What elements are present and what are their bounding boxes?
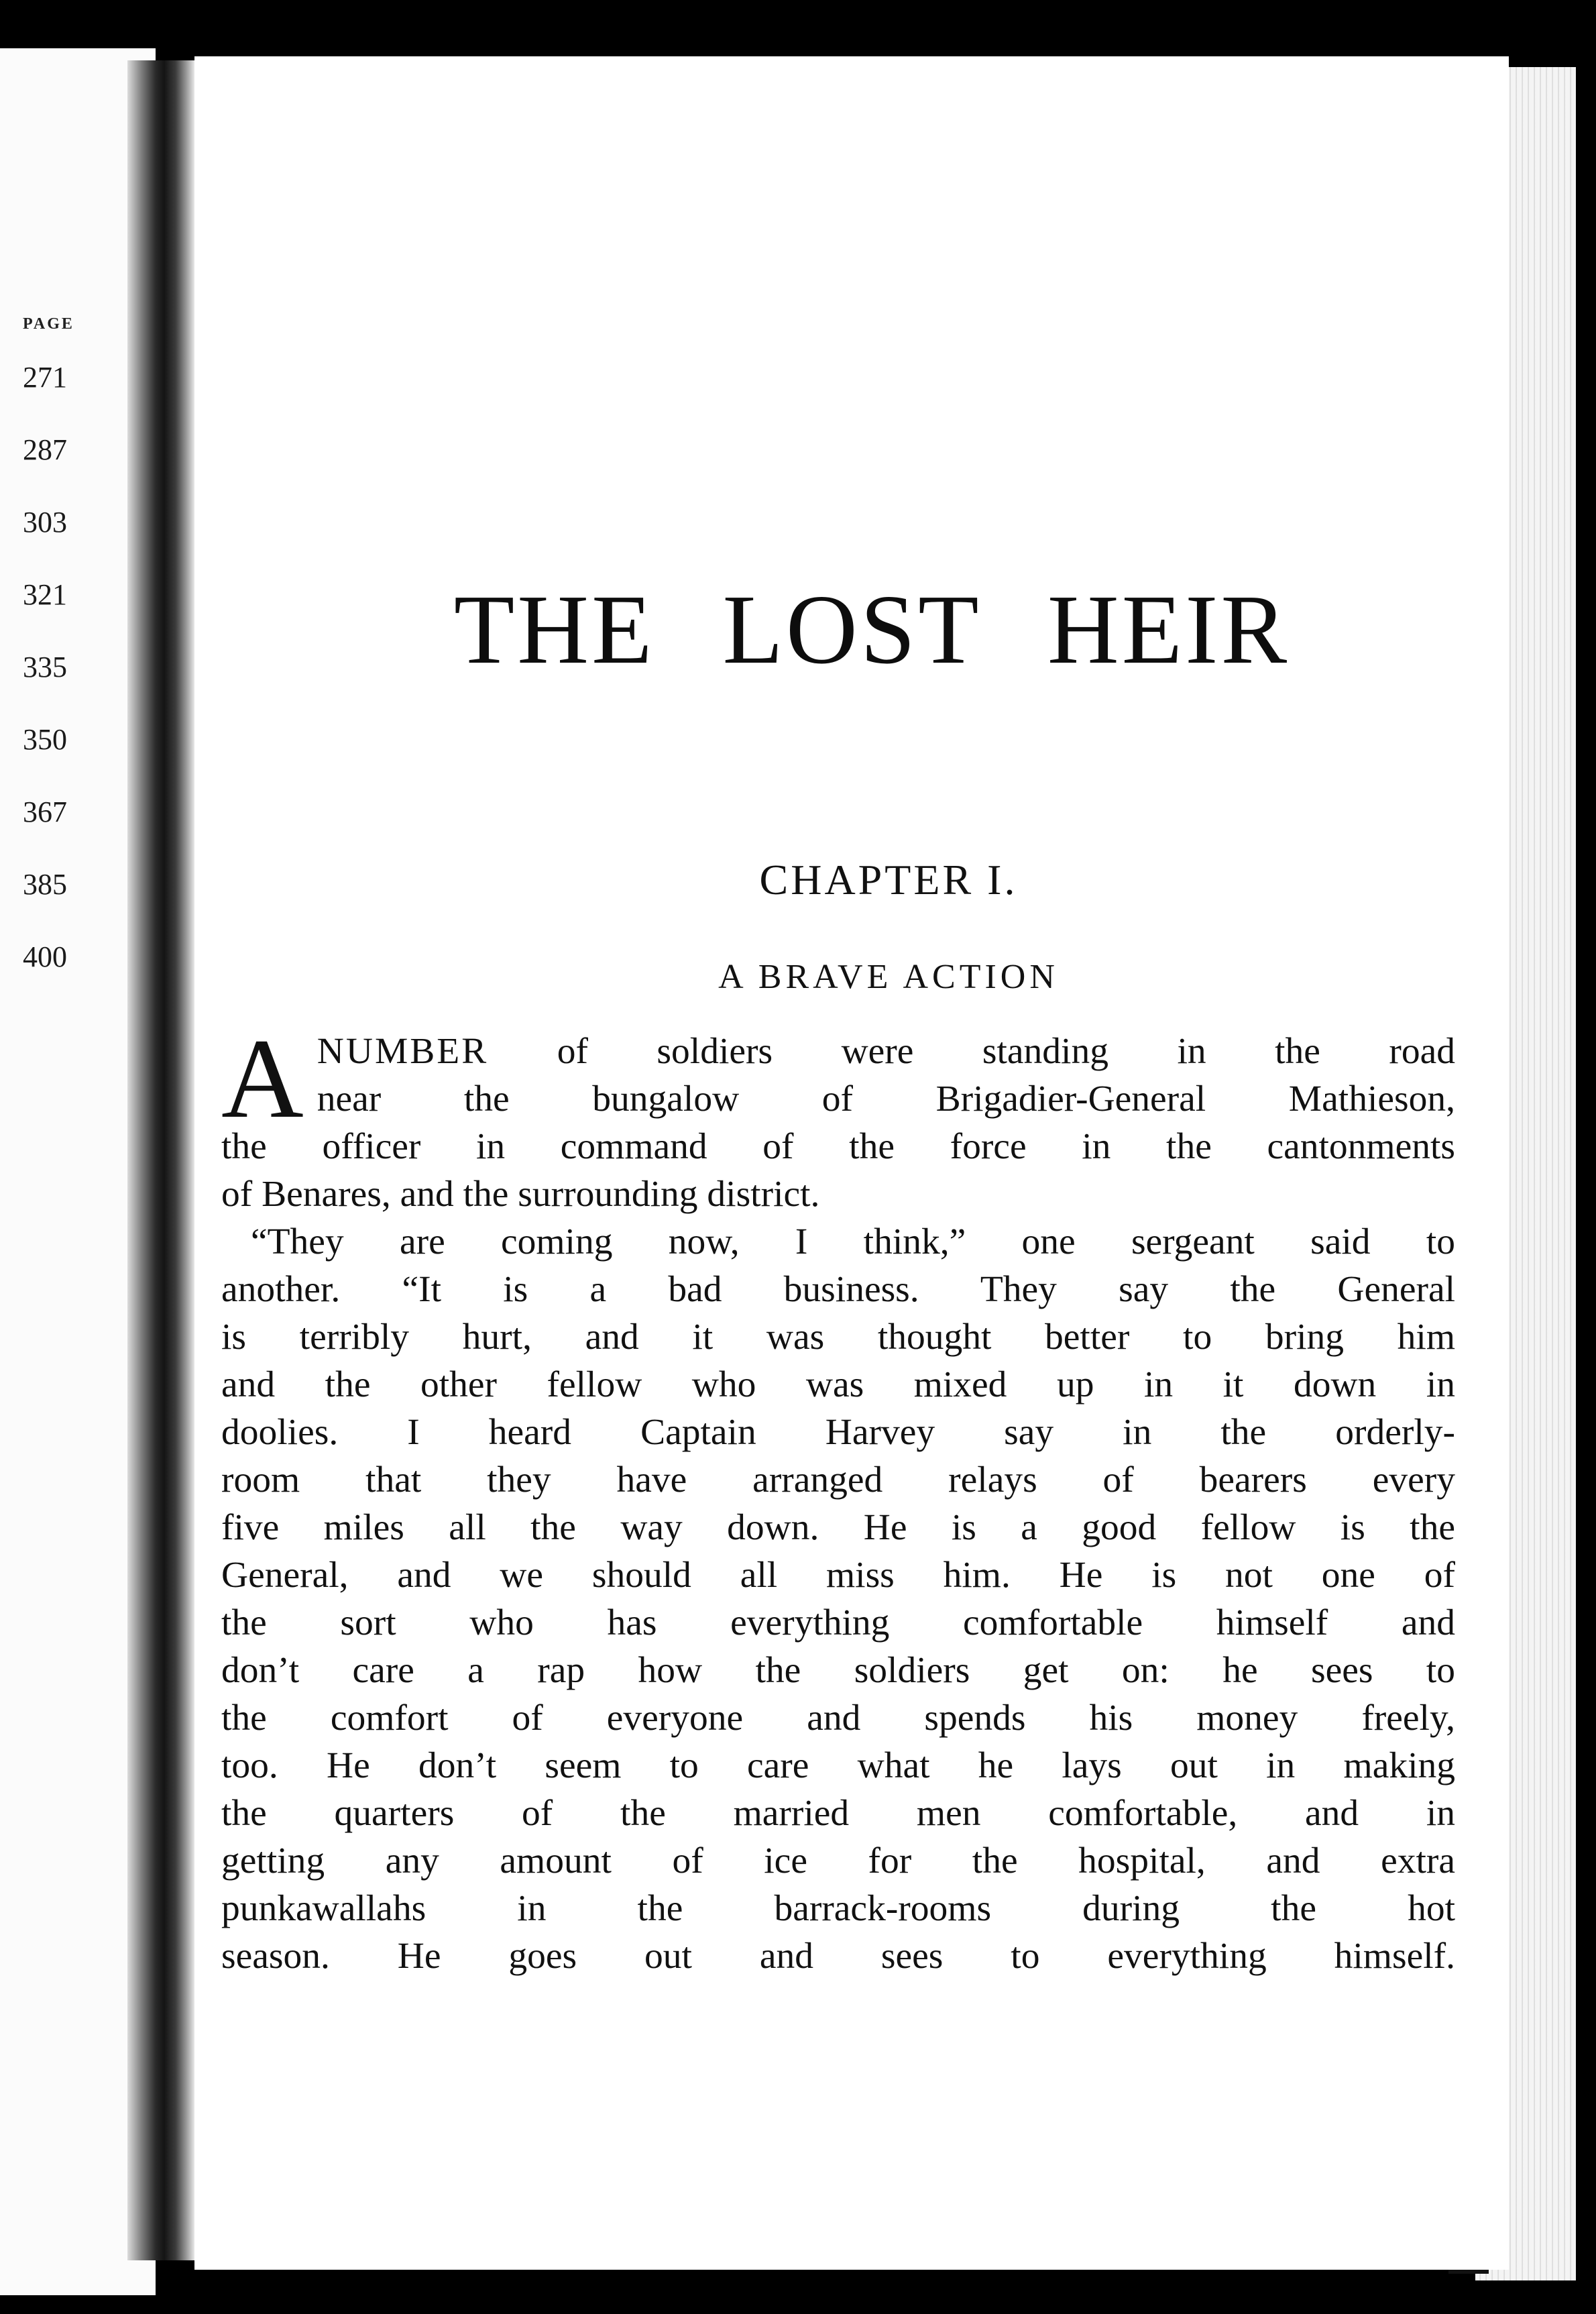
toc-page-number: 385 bbox=[23, 868, 67, 901]
text-line bbox=[221, 1028, 1455, 1075]
toc-page-number: 367 bbox=[23, 795, 67, 828]
contents-page-fragment bbox=[23, 315, 97, 993]
text-line-rest: of soldiers were standing in the road bbox=[488, 1031, 1455, 1072]
text-line: near the bungalow of Brigadier-General Mathieson, bbox=[317, 1079, 1455, 1119]
toc-page-number: 287 bbox=[23, 433, 67, 466]
text-line: is terribly hurt, and it was thought better to bring him bbox=[221, 1317, 1455, 1358]
paragraph-1 bbox=[221, 1015, 1455, 1218]
toc-page-number: 303 bbox=[23, 506, 67, 539]
chapter-subtitle: A BRAVE ACTION bbox=[718, 958, 1059, 996]
text-line: “They are coming now, I think,” one sergeant said to bbox=[251, 1221, 1455, 1262]
text-line: too. He don’t seem to care what he lays out in making bbox=[221, 1745, 1455, 1786]
text-line: five miles all the way down. He is a good fellow is the bbox=[221, 1507, 1455, 1548]
toc-page-number: 271 bbox=[23, 361, 67, 394]
lead-word: NUMBER bbox=[317, 1031, 489, 1072]
text-line: the quarters of the married men comfortable, and in bbox=[221, 1793, 1455, 1834]
book-title: THE LOST HEIR bbox=[453, 575, 1290, 685]
text-line: the officer in command of the force in the cantonments bbox=[221, 1126, 1455, 1167]
text-line: room that they have arranged relays of bearers every bbox=[221, 1459, 1455, 1500]
book-page bbox=[194, 56, 1509, 2270]
page-number-list bbox=[23, 341, 97, 993]
text-line: of Benares, and the surrounding district. bbox=[221, 1174, 820, 1215]
paragraph-2 bbox=[221, 1218, 1455, 1980]
text-line: and the other fellow who was mixed up in it down in bbox=[221, 1364, 1455, 1405]
chapter-heading: CHAPTER I. bbox=[759, 856, 1018, 903]
text-line: doolies. I heard Captain Harvey say in the orderly- bbox=[221, 1412, 1455, 1453]
text-line: season. He goes out and sees to everything himself. bbox=[221, 1936, 1455, 1977]
toc-page-number: 321 bbox=[23, 578, 67, 611]
text-line: another. “It is a bad business. They say the General bbox=[221, 1269, 1455, 1310]
text-line: don’t care a rap how the soldiers get on: he sees to bbox=[221, 1650, 1455, 1691]
toc-page-number: 335 bbox=[23, 651, 67, 683]
book-spine-gutter bbox=[127, 60, 194, 2260]
text-line: getting any amount of ice for the hospital, and extra bbox=[221, 1840, 1455, 1881]
chapter-body-text bbox=[221, 1015, 1455, 1980]
toc-page-number: 350 bbox=[23, 723, 67, 756]
text-line: General, and we should all miss him. He is not one of bbox=[221, 1555, 1455, 1596]
toc-page-number: 400 bbox=[23, 940, 67, 973]
drop-cap: A bbox=[221, 1015, 304, 1142]
text-line: punkawallahs in the barrack-rooms during the hot bbox=[221, 1888, 1455, 1929]
page-column-header: PAGE bbox=[23, 315, 74, 333]
text-line: the sort who has everything comfortable himself and bbox=[221, 1602, 1455, 1643]
text-line: the comfort of everyone and spends his money freely, bbox=[221, 1698, 1455, 1739]
